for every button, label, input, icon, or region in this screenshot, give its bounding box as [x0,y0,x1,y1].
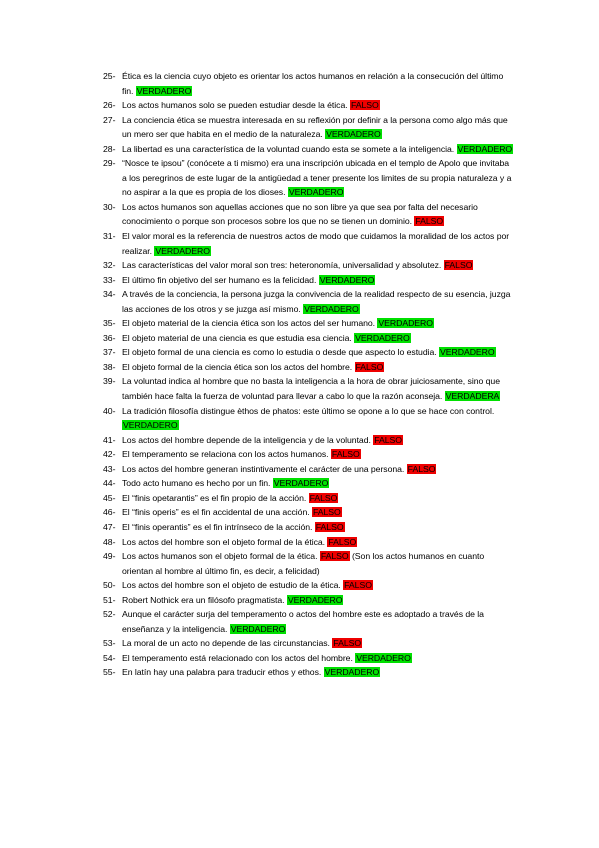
question-body [122,404,515,433]
question-number: 50- [103,580,116,591]
question-item [103,593,515,608]
answer-true-badge: VERDADERO [136,85,192,96]
question-text: Los actos del hombre depende de la inteligencia y de la voluntad. [122,434,371,445]
question-item [103,505,515,520]
question-text: El valor moral es la referencia de nuestros actos de modo que cuidamos la moralidad de los actos por realizar. [122,231,510,256]
question-item [103,520,515,535]
answer-true-badge: VERDADERO [230,623,286,634]
question-text: La moral de un acto no depende de las circunstancias. [122,638,330,649]
answer-false-badge: FALSO [313,507,341,518]
answer-true-badge: VERDADERA [445,391,500,402]
answer-false-badge: FALSO [444,260,473,271]
question-item [103,69,515,98]
question-item [103,447,515,462]
question-text: En latín hay una palabra para traducir ethos y ethos. [122,667,322,678]
question-body [122,316,515,331]
question-item [103,433,515,448]
answer-false-badge: FALSO [320,551,349,562]
question-body [122,273,515,288]
answer-true-badge: VERDADERO [355,332,410,343]
question-number: 42- [103,449,116,460]
answer-true-badge: VERDADERO [326,129,381,140]
question-body [122,593,515,608]
question-text: El objeto material de la ciencia ética son los actos del ser humano. [122,318,376,329]
answer-false-badge: FALSO [328,536,357,547]
question-body [122,535,515,550]
question-number: 26- [103,100,116,111]
question-body [122,665,515,680]
question-number: 47- [103,521,116,532]
question-item [103,665,515,680]
answer-true-badge: VERDADERO [304,303,359,314]
answer-true-badge: VERDADERO [288,187,344,198]
question-body [122,491,515,506]
question-body [122,345,515,360]
question-text: La tradición filosofía distingue èthos de phatos: este último se opone a lo que se hace con control. [122,405,495,416]
question-number: 32- [103,260,116,271]
question-number: 44- [103,478,116,489]
question-body [122,505,515,520]
question-body [122,69,515,98]
question-number: 49- [103,551,116,562]
question-item [103,316,515,331]
question-number: 53- [103,638,116,649]
question-number: 46- [103,507,116,518]
question-number: 51- [103,594,116,605]
question-number: 34- [103,289,116,300]
question-number: 36- [103,332,116,343]
question-text: Las características del valor moral son tres: heteronomía, universalidad y absolutez. [122,260,442,271]
question-text: Los actos humanos solo se pueden estudiar desde la ética. [122,100,348,111]
question-item [103,636,515,651]
question-body [122,520,515,535]
question-body [122,433,515,448]
question-text: La voluntad indica al hombre que no basta la inteligencia a la hora de obrar juiciosamente, sino que también hace falta la fuerza de voluntad para llevar a cabo lo que la razón aconseja. [122,376,500,402]
question-text: El objeto material de una ciencia es que estudia esa ciencia. [122,332,352,343]
question-body [122,258,515,273]
question-number: 30- [103,201,116,212]
question-text: El temperamento se relaciona con los actos humanos. [122,449,329,460]
answer-false-badge: FALSO [355,361,384,372]
question-text: Robert Nothick era un filósofo pragmatista. [122,594,285,605]
answer-false-badge: FALSO [415,216,444,227]
question-item [103,549,515,578]
question-body [122,331,515,346]
question-body [122,636,515,651]
question-number: 45- [103,492,116,503]
answer-false-badge: FALSO [309,492,338,503]
question-number: 43- [103,463,116,474]
answer-true-badge: VERDADERO [440,347,495,358]
question-number: 38- [103,361,116,372]
question-number: 29- [103,158,116,169]
question-body [122,462,515,477]
answer-true-badge: VERDADERO [457,143,513,154]
question-text: El “finis operis” es el fin accidental de una acción. [122,507,310,518]
question-text: El “finis operantis” es el fin intrínseco de la acción. [122,521,313,532]
question-item [103,200,515,229]
question-text: Los actos del hombre son el objeto formal de la ética. [122,536,326,547]
question-text: El “finis opetarantis” es el fin propio de la acción. [122,492,307,503]
question-text: “Nosce te ipsou” (conócete a ti mismo) era una inscripción ubicada en el templo de Apolo que invitaba a los peregrinos de este lugar de la antigüedad a tener presente los limites de su propia naturaleza y a no aspirar a la que es propia de los dioses. [122,158,512,198]
answer-false-badge: FALSO [333,638,362,649]
question-number: 28- [103,143,116,154]
question-text: Ética es la ciencia cuyo objeto es orientar los actos humanos en relación a la consecución del último fin. [122,71,504,96]
question-item [103,258,515,273]
question-item [103,331,515,346]
question-body [122,476,515,491]
question-item [103,476,515,491]
question-text: Aunque el carácter surja del temperamento o actos del hombre este es adoptado a través de la enseñanza y la inteligencia. [122,609,484,634]
question-text: La libertad es una característica de la voluntad cuando esta se somete a la inteligencia. [122,143,455,154]
question-item [103,651,515,666]
answer-true-badge: VERDADERO [319,274,375,285]
question-item [103,462,515,477]
question-item [103,374,515,403]
question-text: Los actos del hombre generan instintivamente el carácter de una persona. [122,463,405,474]
question-body [122,651,515,666]
question-body [122,607,515,636]
question-number: 37- [103,347,116,358]
question-text: El temperamento está relacionado con los actos del hombre. [122,652,353,663]
question-text: El último fin objetivo del ser humano es la felicidad. [122,274,317,285]
answer-false-badge: FALSO [407,463,436,474]
question-item [103,607,515,636]
question-body [122,287,515,316]
question-list [103,69,515,680]
answer-false-badge: FALSO [331,449,360,460]
question-item [103,273,515,288]
answer-note: (Son los actos humanos en cuanto orientan al hombre al último fin, es decir, a felicidad) [122,551,485,576]
question-number: 40- [103,405,116,416]
answer-false-badge: FALSO [374,434,403,445]
answer-true-badge: VERDADERO [123,420,178,431]
question-body [122,229,515,258]
question-number: 27- [103,114,116,125]
question-number: 41- [103,434,116,445]
question-body [122,113,515,142]
question-text: Todo acto humano es hecho por un fin. [122,478,271,489]
answer-false-badge: FALSO [315,521,344,532]
question-number: 52- [103,609,116,620]
question-item [103,360,515,375]
question-body [122,374,515,403]
question-text: Los actos humanos son el objeto formal de la ética. [122,551,318,562]
question-body [122,156,515,200]
question-number: 54- [103,652,116,663]
question-text: La conciencia ética se muestra interesada en su reflexión por definir a la persona como algo más que un mero ser que habita en el medio de la naturaleza. [122,114,508,140]
question-number: 25- [103,71,116,81]
answer-true-badge: VERDADERO [287,594,343,605]
question-item [103,142,515,157]
answer-true-badge: VERDADERO [155,245,210,256]
answer-false-badge: FALSO [350,100,379,111]
question-text: Los actos del hombre son el objeto de estudio de la ética. [122,580,341,591]
answer-true-badge: VERDADERO [356,652,411,663]
question-number: 31- [103,231,116,242]
question-item [103,491,515,506]
question-text: A través de la conciencia, la persona juzga la convivencia de la realidad respecto de su esencia, juzga las acciones de los otros y se juzga así mismo. [122,289,511,314]
question-number: 55- [103,667,116,678]
question-number: 48- [103,536,116,547]
question-body [122,200,515,229]
question-item [103,578,515,593]
answer-false-badge: FALSO [344,580,372,591]
question-body [122,142,515,157]
question-item [103,345,515,360]
question-item [103,535,515,550]
question-item [103,287,515,316]
question-body [122,360,515,375]
question-text: Los actos humanos son aquellas acciones que no son libre ya que sea por falta del necesario conocimiento o porque son procesos sobre los que no se tienen un dominio. [122,201,478,227]
question-body [122,578,515,593]
question-text: El objeto formal de una ciencia es como lo estudia o desde que aspecto lo estudia. [122,347,437,358]
question-body [122,98,515,113]
question-item [103,113,515,142]
question-item [103,98,515,113]
question-number: 35- [103,318,116,329]
question-item [103,156,515,200]
answer-true-badge: VERDADERO [273,478,329,489]
question-body [122,549,515,578]
question-number: 39- [103,376,116,387]
question-item [103,229,515,258]
question-body [122,447,515,462]
answer-true-badge: VERDADERO [378,318,433,329]
question-item [103,404,515,433]
question-text: El objeto formal de la ciencia ética son los actos del hombre. [122,361,353,372]
question-number: 33- [103,274,116,285]
answer-true-badge: VERDADERO [324,667,380,678]
